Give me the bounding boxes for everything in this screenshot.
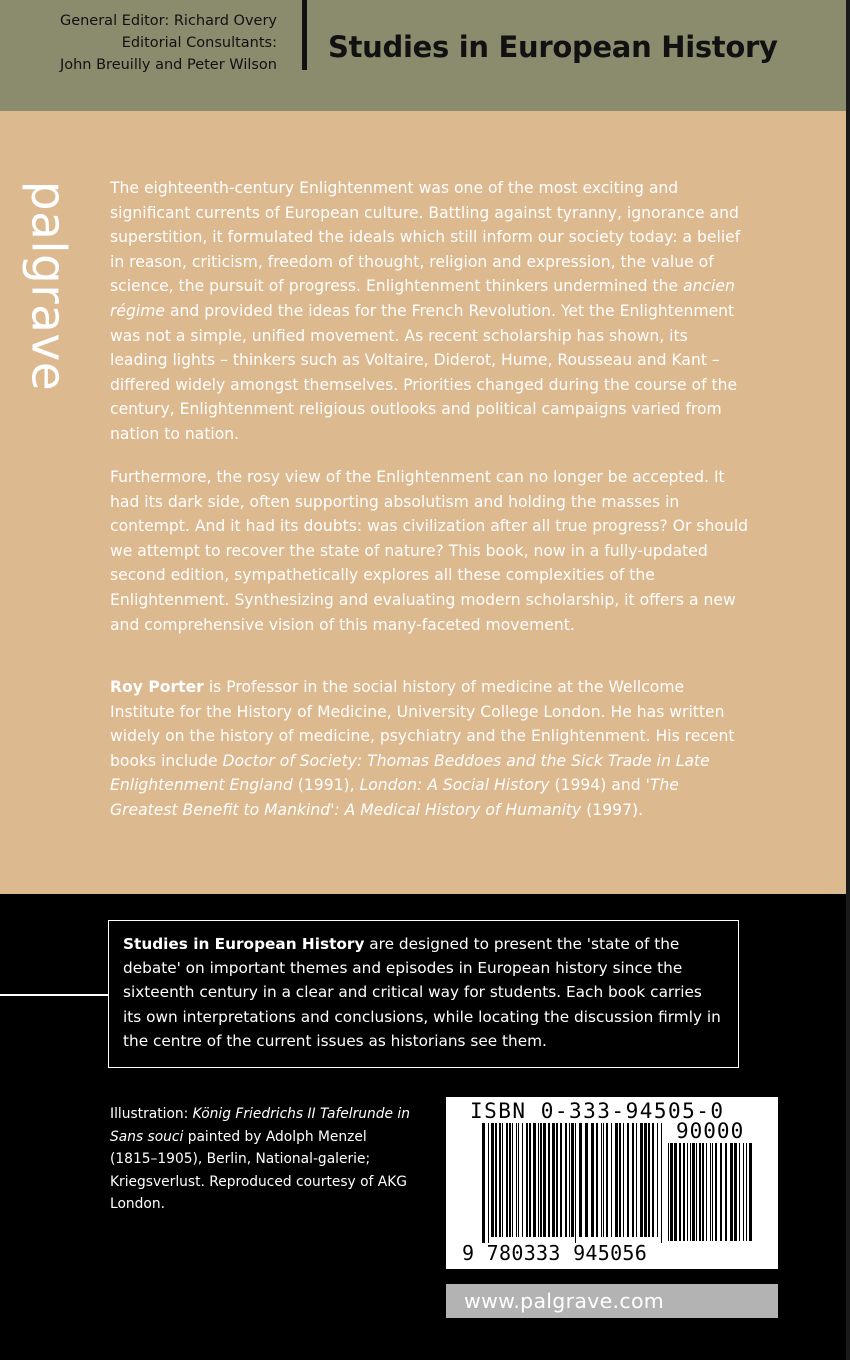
barcode-bar bbox=[575, 1123, 576, 1243]
barcode-bar bbox=[690, 1143, 691, 1241]
barcode-bar bbox=[560, 1123, 562, 1237]
barcode-bar bbox=[636, 1123, 637, 1237]
barcode-bar bbox=[670, 1143, 673, 1241]
price-addon-code: 90000 bbox=[676, 1119, 745, 1143]
barcode-bar bbox=[488, 1123, 489, 1243]
barcode-bar bbox=[569, 1123, 570, 1237]
barcode-bar bbox=[571, 1123, 574, 1237]
barcode-bar bbox=[692, 1143, 695, 1241]
barcode-bar bbox=[683, 1143, 685, 1241]
barcode-bar bbox=[644, 1123, 647, 1237]
editorial-consultants-names: John Breuilly and Peter Wilson bbox=[59, 57, 277, 73]
series-description: are designed to present the 'state of the debate' on important themes and episodes in European history since the sixteenth century in a clear and critical way for students. Each book carries its own interpretations and conclusions, while locating the discussion firmly in the centre of the current issues as historians see them. bbox=[123, 935, 721, 1050]
editorial-consultants-label: Editorial Consultants: bbox=[121, 35, 277, 51]
barcode-bar bbox=[668, 1143, 669, 1241]
barcode-bar bbox=[725, 1143, 727, 1241]
barcode-bar bbox=[743, 1143, 744, 1241]
book-title-3: 'The Greatest Benefit to Mankind': A Medical History of Humanity bbox=[110, 776, 679, 819]
barcode-bar bbox=[606, 1123, 608, 1237]
barcode-box bbox=[446, 1097, 778, 1269]
barcode-bar bbox=[734, 1143, 737, 1241]
barcode-bar bbox=[739, 1143, 740, 1241]
barcode-bar bbox=[611, 1123, 612, 1237]
isbn-number: ISBN 0-333-94505-0 bbox=[470, 1099, 725, 1123]
barcode-bar bbox=[615, 1123, 618, 1237]
illustration-credit bbox=[110, 1103, 410, 1216]
barcode-bar bbox=[538, 1123, 539, 1237]
spine-edge bbox=[846, 0, 850, 1360]
addon-barcode-bars bbox=[668, 1143, 754, 1241]
barcode-bar bbox=[526, 1123, 528, 1237]
barcode-bar bbox=[715, 1143, 717, 1241]
barcode-bar bbox=[623, 1123, 624, 1237]
barcode-bar bbox=[619, 1123, 621, 1237]
author-bio-text: is Professor in the social history of medicine at the Wellcome Institute for the History of Medicine, University College London. He has written widely on the history of medicine, psychiatry and the Enlightenment. His recent books include bbox=[110, 678, 735, 770]
editors-credit bbox=[60, 10, 277, 76]
series-name: Studies in European History bbox=[123, 935, 365, 953]
barcode-bar bbox=[601, 1123, 602, 1237]
barcode-bar bbox=[543, 1123, 546, 1237]
series-title: Studies in European History bbox=[328, 30, 778, 64]
header-band bbox=[0, 0, 850, 111]
barcode-bar bbox=[710, 1143, 711, 1241]
barcode-bar bbox=[556, 1123, 558, 1237]
general-editor: General Editor: Richard Overy bbox=[59, 13, 277, 29]
barcode-bar bbox=[499, 1123, 501, 1237]
barcode-bar bbox=[648, 1123, 650, 1237]
barcode-bar bbox=[720, 1143, 722, 1241]
book-title-2: London: A Social History bbox=[359, 776, 550, 795]
barcode-bar bbox=[596, 1123, 598, 1237]
credit-details: painted by Adolph Menzel (1815–1905), Berlin, National-galerie; Kriegsverlust. Reproduced courtesy of AKG London. bbox=[110, 1128, 407, 1213]
barcode-bar bbox=[509, 1123, 511, 1237]
author-name: Roy Porter bbox=[110, 678, 204, 696]
barcode-bar bbox=[640, 1123, 643, 1237]
barcode-bar bbox=[506, 1123, 508, 1237]
barcode-bar bbox=[533, 1123, 536, 1237]
barcode-bar bbox=[529, 1123, 531, 1237]
barcode-bar bbox=[627, 1123, 629, 1237]
author-bio bbox=[110, 675, 750, 823]
decorative-rule bbox=[0, 994, 108, 996]
blurb-paragraph-1 bbox=[110, 176, 750, 447]
blurb-p1-text-b: and provided the ideas for the French Revolution. Yet the Enlightenment was not a simple, unified movement. As recent scholarship has shown, its leading lights – thinkers such as Voltaire, Diderot, Hume, Rousseau and Kant – differed widely amongst themselves. Priorities changed during the course of the century, Enlightenment religious outlooks and political campaigns varied from nation to nation. bbox=[110, 301, 738, 443]
book-year-2: (1994) and bbox=[549, 776, 646, 795]
barcode-bar bbox=[591, 1123, 594, 1237]
blurb-p1-emphasis: ancien régime bbox=[110, 277, 735, 320]
publisher-logo bbox=[20, 175, 76, 397]
barcode-bar bbox=[516, 1123, 517, 1237]
barcode-bar bbox=[585, 1123, 588, 1237]
barcode-bar bbox=[482, 1123, 485, 1243]
barcode-bar bbox=[518, 1123, 519, 1237]
barcode-bar bbox=[699, 1143, 701, 1241]
ean-digits: 9 780333 945056 bbox=[462, 1241, 648, 1265]
blurb-p1-text-a: The eighteenth-century Enlightenment was one of the most exciting and significant currents of European culture. Battling against tyranny, ignorance and superstition, it formulated the ideals which still inform our society today: a belief in reason, criticism, freedom of thought, religion and expression, the value of science, the pursuit of progress. Enlightenment thinkers undermined the bbox=[110, 179, 741, 296]
barcode-bar bbox=[657, 1123, 658, 1237]
book-title-1: Doctor of Society: Thomas Beddoes and the Sick Trade in Late Enlightenment England bbox=[110, 751, 710, 795]
blurb-paragraph-2: Furthermore, the rosy view of the Enlightenment can no longer be accepted. It had its dark side, often supporting absolutism and holding the masses in contempt. And it had its doubts: was civilization after all true progress? Or should we attempt to recover the state of nature? This book, now in a fully-updated second edition, sympathetically explores all these complexities of the Enlightenment. Synthesizing and evaluating modern scholarship, it offers a new and comprehensive vision of this many-faceted movement. bbox=[110, 468, 749, 634]
barcode-bar bbox=[491, 1123, 494, 1237]
barcode-bar bbox=[730, 1143, 733, 1241]
credit-prefix: Illustration: bbox=[110, 1106, 193, 1122]
barcode-bar bbox=[696, 1143, 697, 1241]
publisher-logo-text: palgrave bbox=[20, 180, 76, 392]
barcode-bar bbox=[522, 1123, 523, 1237]
barcode-bar bbox=[749, 1143, 752, 1241]
book-year-1: (1991), bbox=[292, 776, 360, 795]
barcode-bar bbox=[632, 1123, 634, 1237]
ean-barcode-bars bbox=[482, 1123, 668, 1243]
illustration-title: König Friedrichs II Tafelrunde in Sans souci bbox=[110, 1106, 410, 1145]
publisher-website[interactable]: www.palgrave.com bbox=[446, 1284, 778, 1318]
series-description-box bbox=[108, 920, 739, 1068]
barcode-bar bbox=[652, 1123, 654, 1237]
barcode-bar bbox=[687, 1143, 688, 1241]
barcode-bar bbox=[712, 1143, 713, 1241]
barcode-bar bbox=[702, 1143, 704, 1241]
barcode-bar bbox=[495, 1123, 497, 1237]
barcode-bar bbox=[540, 1123, 542, 1237]
book-year-3: (1997). bbox=[581, 800, 644, 819]
barcode-bar bbox=[552, 1123, 555, 1237]
barcode-bar bbox=[679, 1143, 681, 1241]
barcode-bar bbox=[512, 1123, 513, 1237]
barcode-bar bbox=[706, 1143, 707, 1241]
barcode-bar bbox=[674, 1143, 677, 1241]
barcode-bar bbox=[603, 1123, 604, 1237]
barcode-bar bbox=[502, 1123, 503, 1237]
barcode-bar bbox=[661, 1123, 662, 1243]
header-divider bbox=[302, 0, 307, 70]
barcode-bar bbox=[579, 1123, 582, 1237]
barcode-bar bbox=[548, 1123, 550, 1237]
barcode-bar bbox=[565, 1123, 567, 1237]
barcode-bar bbox=[746, 1143, 747, 1241]
